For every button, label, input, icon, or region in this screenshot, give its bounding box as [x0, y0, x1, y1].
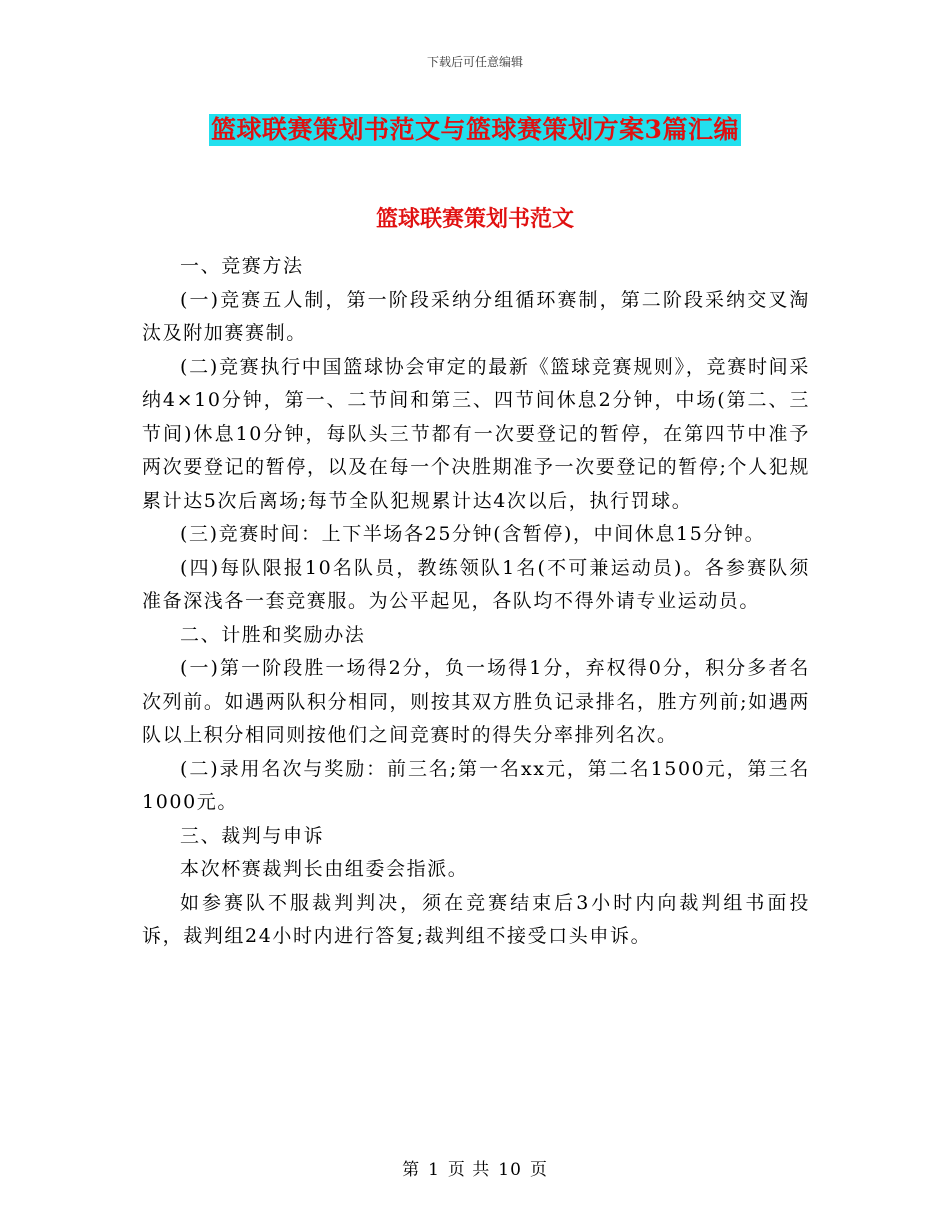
footer-mid: 页 共	[447, 1160, 491, 1180]
paragraph: 如参赛队不服裁判判决，须在竞赛结束后3小时内向裁判组书面投诉，裁判组24小时内进行答复;裁判组不接受口头申诉。	[142, 891, 810, 947]
document-title-text: 篮球联赛策划书范文与篮球赛策划方案3篇汇编	[211, 115, 739, 144]
total-pages: 10	[498, 1160, 522, 1180]
paragraph: 本次杯赛裁判长由组委会指派。	[180, 858, 469, 880]
paragraph: (一)竞赛五人制，第一阶段采纳分组循环赛制，第二阶段采纳交叉淘汰及附加赛赛制。	[142, 288, 810, 344]
paragraph: (三)竞赛时间：上下半场各25分钟(含暂停)，中间休息15分钟。	[180, 523, 766, 545]
section-title: 篮球联赛策划书范文	[375, 206, 574, 232]
header-note: 下载后可任意编辑	[426, 55, 523, 69]
footer-suffix: 页	[529, 1160, 548, 1180]
paragraph: (二)竞赛执行中国篮球协会审定的最新《篮球竞赛规则》，竞赛时间采纳4×10分钟，第一、二节间和第三、四节间休息2分钟，中场(第二、三节间)休息10分钟，每队头三节都有一次要登记的暂停，在第四节中准予两次要登记的暂停，以及在每一个决胜期准予一次要登记的暂停;个人犯规累计达5次后离场;每节全队犯规累计达4次以后，执行罚球。	[142, 355, 810, 512]
footer-prefix: 第	[402, 1160, 421, 1180]
heading-competition-method: 一、竞赛方法	[180, 255, 304, 277]
paragraph: (四)每队限报10名队员，教练领队1名(不可兼运动员)。各参赛队须准备深浅各一套竞赛服。为公平起见，各队均不得外请专业运动员。	[142, 556, 810, 612]
page-footer	[0, 1155, 950, 1180]
document-body	[142, 250, 810, 954]
paragraph: (二)录用名次与奖励：前三名;第一名xx元，第二名1500元，第三名1000元。	[142, 757, 810, 813]
page-number: 1	[428, 1160, 440, 1180]
heading-scoring-awards: 二、计胜和奖励办法	[180, 623, 366, 646]
document-title	[0, 114, 950, 146]
heading-referees-appeals: 三、裁判与申诉	[180, 824, 325, 847]
paragraph: (一)第一阶段胜一场得2分，负一场得1分，弃权得0分，积分多者名次列前。如遇两队积分相同，则按其双方胜负记录排名，胜方列前;如遇两队以上积分相同则按他们之间竞赛时的得失分率排列名次。	[142, 657, 810, 746]
